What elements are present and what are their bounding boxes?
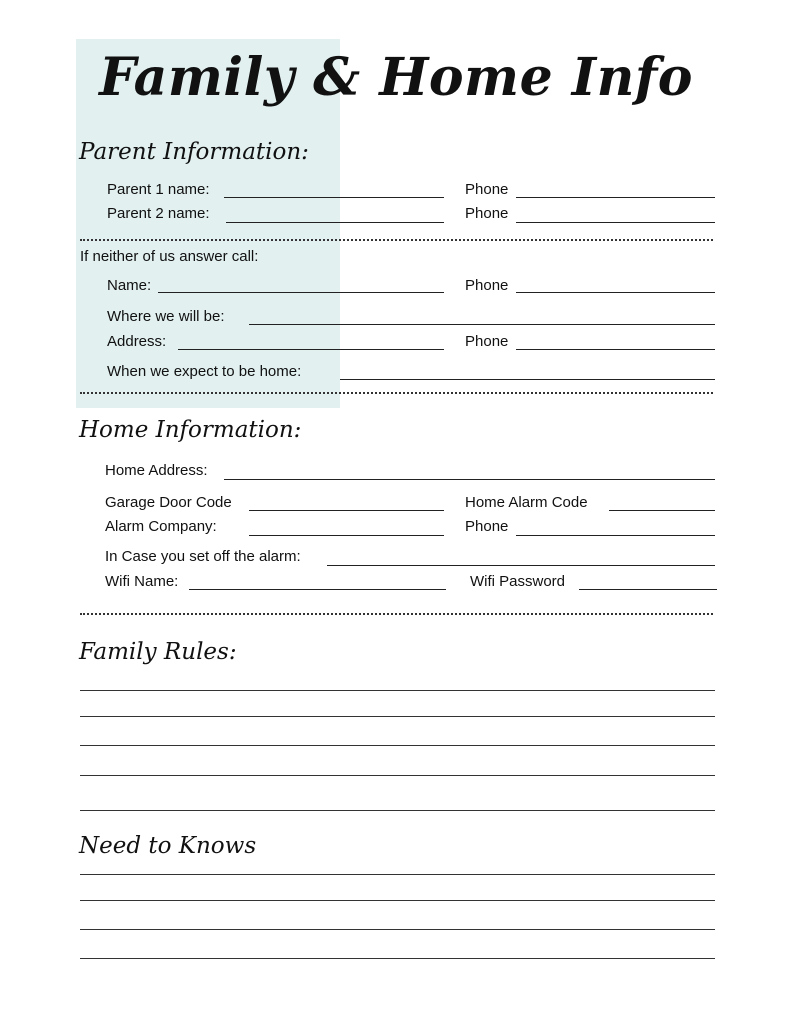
contact-phone-field[interactable] — [516, 292, 715, 293]
rules-line[interactable] — [80, 810, 715, 811]
family-rules-heading: Family Rules: — [79, 639, 237, 665]
parent1-phone-label: Phone — [465, 181, 509, 198]
alarm-off-field[interactable] — [327, 565, 715, 566]
alarm-off-label: In Case you set off the alarm: — [105, 548, 301, 565]
alarm-phone-label: Phone — [465, 518, 509, 535]
contact-phone-label: Phone — [465, 277, 509, 294]
section-divider — [80, 239, 713, 241]
wifi-password-label: Wifi Password — [470, 573, 566, 590]
need-line[interactable] — [80, 900, 715, 901]
wifi-password-field[interactable] — [579, 589, 717, 590]
garage-code-label: Garage Door Code — [105, 494, 232, 511]
rules-line[interactable] — [80, 716, 715, 717]
need-line[interactable] — [80, 958, 715, 959]
parent1-name-label: Parent 1 name: — [107, 181, 210, 198]
need-line[interactable] — [80, 929, 715, 930]
need-to-knows-heading: Need to Knows — [79, 833, 257, 859]
alarm-code-label: Home Alarm Code — [465, 494, 588, 511]
home-address-label: Home Address: — [105, 462, 208, 479]
parent2-name-field[interactable] — [226, 222, 444, 223]
where-label: Where we will be: — [107, 308, 225, 325]
alarm-phone-field[interactable] — [516, 535, 715, 536]
rules-line[interactable] — [80, 775, 715, 776]
parent1-phone-field[interactable] — [516, 197, 715, 198]
alarm-company-field[interactable] — [249, 535, 444, 536]
parent1-name-field[interactable] — [224, 197, 444, 198]
when-home-field[interactable] — [340, 379, 715, 380]
contact-name-field[interactable] — [158, 292, 444, 293]
home-address-field[interactable] — [224, 479, 715, 480]
address-field[interactable] — [178, 349, 444, 350]
page-title: Family & Home Info — [99, 47, 693, 108]
alarm-code-field[interactable] — [609, 510, 715, 511]
rules-line[interactable] — [80, 745, 715, 746]
rules-line[interactable] — [80, 690, 715, 691]
section-divider — [80, 613, 713, 615]
need-line[interactable] — [80, 874, 715, 875]
section-divider — [80, 392, 713, 394]
contact-name-label: Name: — [107, 277, 152, 294]
address-phone-label: Phone — [465, 333, 509, 350]
wifi-name-label: Wifi Name: — [105, 573, 179, 590]
address-phone-field[interactable] — [516, 349, 715, 350]
parent2-phone-label: Phone — [465, 205, 509, 222]
parent2-name-label: Parent 2 name: — [107, 205, 210, 222]
home-information-heading: Home Information: — [79, 417, 302, 443]
wifi-name-field[interactable] — [189, 589, 446, 590]
address-label: Address: — [107, 333, 167, 350]
where-field[interactable] — [249, 324, 715, 325]
if-neither-label: If neither of us answer call: — [80, 248, 259, 265]
garage-code-field[interactable] — [249, 510, 444, 511]
parent-information-heading: Parent Information: — [79, 139, 309, 165]
alarm-company-label: Alarm Company: — [105, 518, 217, 535]
when-home-label: When we expect to be home: — [107, 363, 302, 380]
parent2-phone-field[interactable] — [516, 222, 715, 223]
